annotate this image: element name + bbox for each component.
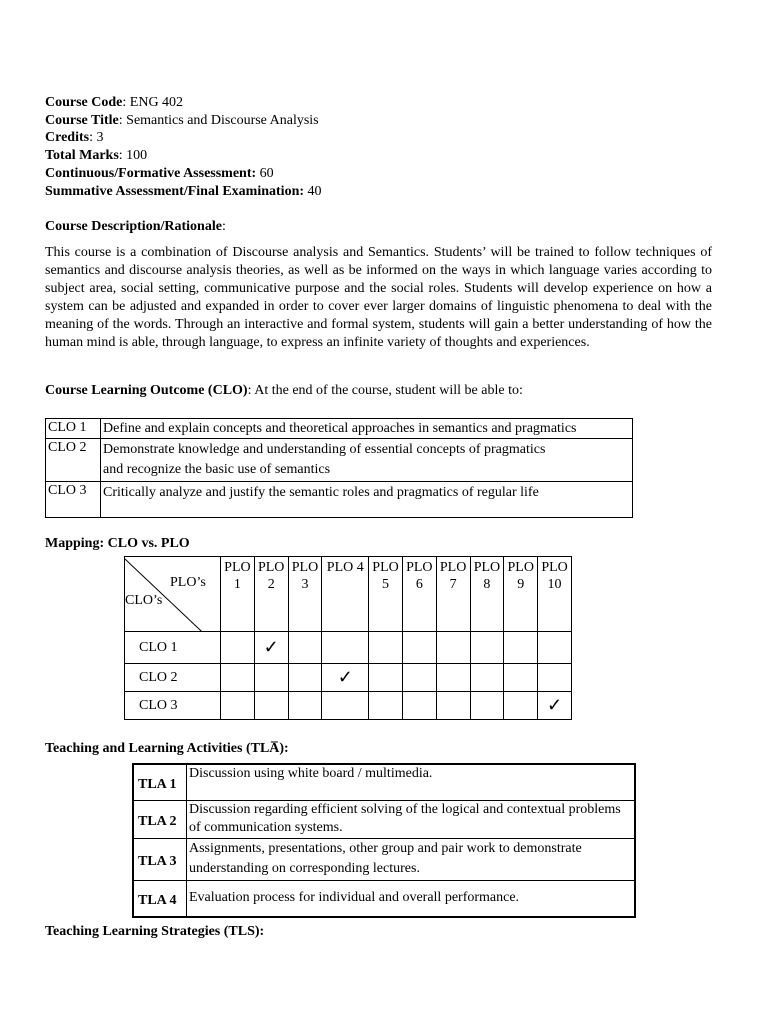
table-row <box>133 764 635 800</box>
plo-header: PLO 4 <box>322 557 369 632</box>
clo-table <box>45 418 633 518</box>
plo-header: PLO 6 <box>402 557 436 632</box>
mapping-cell <box>221 664 255 692</box>
mapping-cell <box>288 664 322 692</box>
mapping-cell <box>436 632 470 664</box>
mapping-cell <box>322 632 369 664</box>
mapping-clo-label: CLO 1 <box>125 632 221 664</box>
mapping-cell <box>470 632 504 664</box>
table-row <box>46 419 633 439</box>
mapping-cell <box>470 692 504 720</box>
mapping-cell <box>538 692 572 720</box>
tla-text: Discussion regarding efficient solving of the logical and contextual problems of communication systems. <box>187 800 636 838</box>
mapping-cell <box>322 664 369 692</box>
tla-table <box>132 763 636 918</box>
corner-clo-label: CLO’s <box>125 593 163 608</box>
mapping-corner-cell <box>125 557 221 632</box>
mapping-table <box>124 556 572 720</box>
tls-heading: Teaching Learning Strategies (TLS): <box>45 924 265 939</box>
tla-heading: Teaching and Learning Activities (TLA̅): <box>45 741 289 756</box>
mapping-cell <box>504 632 538 664</box>
summative-row: Summative Assessment/Final Examination: 40 <box>45 183 322 199</box>
mapping-cell <box>504 664 538 692</box>
mapping-cell <box>288 692 322 720</box>
table-row <box>125 664 572 692</box>
description-text: This course is a combination of Discourse analysis and Semantics. Students’ will be trained to follow techniques of semantics and discourse analysis theories, as well as be informed on the ways in which language varies according to subject area, social setting, communicative purpose and the social roles. Students will develop experience on how a system can be adjusted and expanded in order to cover ever larger domains of linguistic phenomena to deal with the meaning of the words. Through an interactive and formal system, students will gain a better understanding of how the human mind is able, through language, to express an infinite variety of thoughts and experiences. <box>45 245 712 350</box>
table-row <box>125 632 572 664</box>
corner-plo-label: PLO’s <box>170 575 206 590</box>
mapping-cell <box>221 692 255 720</box>
mapping-cell <box>402 692 436 720</box>
course-title-row: Course Title: Semantics and Discourse Analysis <box>45 112 319 128</box>
mapping-cell <box>538 664 572 692</box>
mapping-heading: Mapping: CLO vs. PLO <box>45 536 190 551</box>
table-row <box>133 880 635 917</box>
tla-code: TLA 1 <box>133 764 187 800</box>
tla-code: TLA 2 <box>133 800 187 838</box>
mapping-cell <box>369 664 403 692</box>
credits-row: Credits: 3 <box>45 130 104 146</box>
mapping-cell <box>254 632 288 664</box>
mapping-cell <box>369 632 403 664</box>
clo-code: CLO 2 <box>46 439 101 482</box>
mapping-header-row <box>125 557 572 632</box>
check-mark-icon: ✓ <box>263 636 279 657</box>
clo-text: Demonstrate knowledge and understanding of essential concepts of pragmatics and recognize the basic use of semantics <box>101 439 633 482</box>
clo-heading: Course Learning Outcome (CLO): At the end of the course, student will be able to: <box>45 383 523 398</box>
plo-header: PLO 8 <box>470 557 504 632</box>
clo-code: CLO 1 <box>46 419 101 439</box>
clo-code: CLO 3 <box>46 482 101 518</box>
tla-code: TLA 3 <box>133 838 187 880</box>
mapping-cell <box>221 632 255 664</box>
mapping-cell <box>470 664 504 692</box>
plo-header: PLO 2 <box>254 557 288 632</box>
mapping-cell <box>254 664 288 692</box>
table-row <box>133 800 635 838</box>
plo-header: PLO 10 <box>538 557 572 632</box>
mapping-cell <box>436 692 470 720</box>
plo-header: PLO 3 <box>288 557 322 632</box>
mapping-cell <box>254 692 288 720</box>
tla-code: TLA 4 <box>133 880 187 917</box>
table-row <box>46 439 633 482</box>
mapping-cell <box>538 632 572 664</box>
plo-header: PLO 5 <box>369 557 403 632</box>
course-info <box>45 94 322 200</box>
mapping-cell <box>402 664 436 692</box>
plo-header: PLO 9 <box>504 557 538 632</box>
plo-header: PLO 7 <box>436 557 470 632</box>
mapping-cell <box>322 692 369 720</box>
clo-text: Define and explain concepts and theoretical approaches in semantics and pragmatics <box>101 419 633 439</box>
total-marks-row: Total Marks: 100 <box>45 148 148 164</box>
table-row <box>133 838 635 880</box>
mapping-clo-label: CLO 3 <box>125 692 221 720</box>
check-mark-icon: ✓ <box>337 666 353 687</box>
table-row <box>46 482 633 518</box>
tla-text: Assignments, presentations, other group and pair work to demonstrate understanding on corresponding lectures. <box>187 838 636 880</box>
tla-text: Evaluation process for individual and overall performance. <box>187 880 636 917</box>
tla-text: Discussion using white board / multimedia. <box>187 764 636 800</box>
check-mark-icon: ✓ <box>547 694 563 715</box>
mapping-cell <box>288 632 322 664</box>
plo-header: PLO 1 <box>221 557 255 632</box>
mapping-clo-label: CLO 2 <box>125 664 221 692</box>
mapping-cell <box>402 632 436 664</box>
description-heading: Course Description/Rationale: <box>45 219 226 234</box>
clo-text: Critically analyze and justify the semantic roles and pragmatics of regular life <box>101 482 633 518</box>
mapping-cell <box>436 664 470 692</box>
course-code-row: Course Code: ENG 402 <box>45 95 184 110</box>
mapping-cell <box>504 692 538 720</box>
mapping-cell <box>369 692 403 720</box>
table-row <box>125 692 572 720</box>
formative-row: Continuous/Formative Assessment: 60 <box>45 165 274 181</box>
